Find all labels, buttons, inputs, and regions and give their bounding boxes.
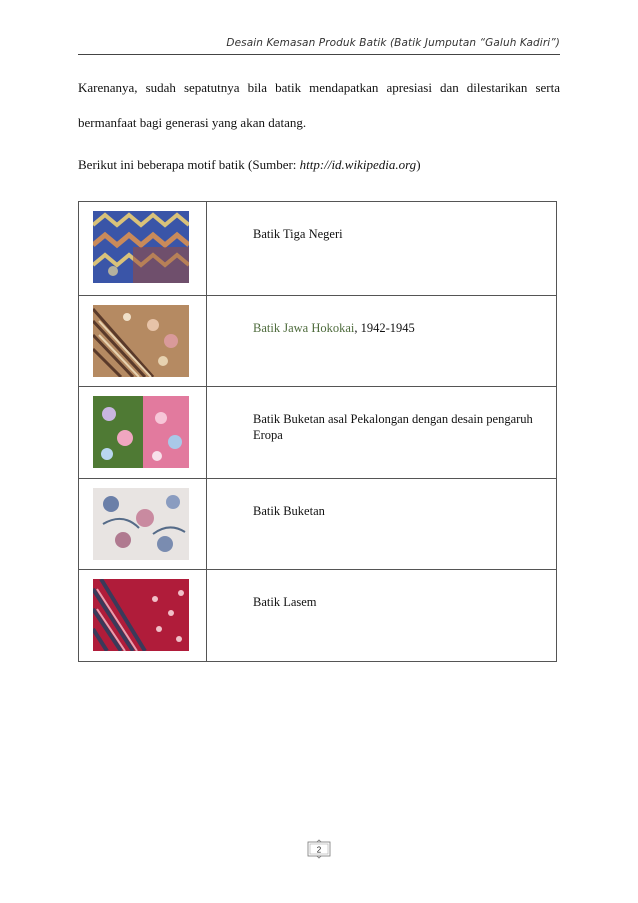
- source-intro: [78, 158, 560, 171]
- page-number: 2: [316, 845, 322, 855]
- motif-name: Batik Buketan: [207, 479, 557, 570]
- wiki-link[interactable]: Batik Jawa Hokokai: [253, 321, 355, 335]
- table-row: [79, 479, 557, 570]
- motif-name: Batik Tiga Negeri: [207, 202, 557, 296]
- image-cell: [79, 296, 207, 387]
- intro-suffix: ): [416, 157, 421, 172]
- image-cell: [79, 202, 207, 296]
- batik-tiga-negeri-image: [93, 211, 189, 283]
- paragraph-line: Karenanya, sudah sepatutnya bila batik mendapatkan apresiasi dan dilestarikan serta: [78, 80, 560, 95]
- table-row: [79, 570, 557, 662]
- running-header: Desain Kemasan Produk Batik (Batik Jumputan “Galuh Kadiri”): [226, 37, 560, 49]
- batik-buketan-pekalongan-image: [93, 396, 189, 468]
- table-row: [79, 202, 557, 296]
- motif-years: , 1942-1945: [354, 321, 415, 335]
- paragraph-line: bermanfaat bagi generasi yang akan datang.: [78, 115, 307, 130]
- table-row: [79, 387, 557, 479]
- table-row: [79, 296, 557, 387]
- image-cell: [79, 479, 207, 570]
- motif-name: [207, 296, 557, 387]
- batik-lasem-image: [93, 579, 189, 651]
- batik-buketan-image: [93, 488, 189, 560]
- source-url: http://id.wikipedia.org: [299, 157, 417, 172]
- intro-text: Berikut ini beberapa motif batik (Sumber:: [78, 157, 300, 172]
- motif-name: Batik Buketan asal Pekalongan dengan desain pengaruh Eropa: [207, 387, 557, 479]
- batik-jawa-hokokai-image: [93, 305, 189, 377]
- motif-name: Batik Lasem: [207, 570, 557, 662]
- header-rule: [78, 54, 560, 55]
- image-cell: [79, 570, 207, 662]
- page-number-badge: [306, 838, 332, 860]
- image-cell: [79, 387, 207, 479]
- batik-motif-table: [78, 201, 557, 662]
